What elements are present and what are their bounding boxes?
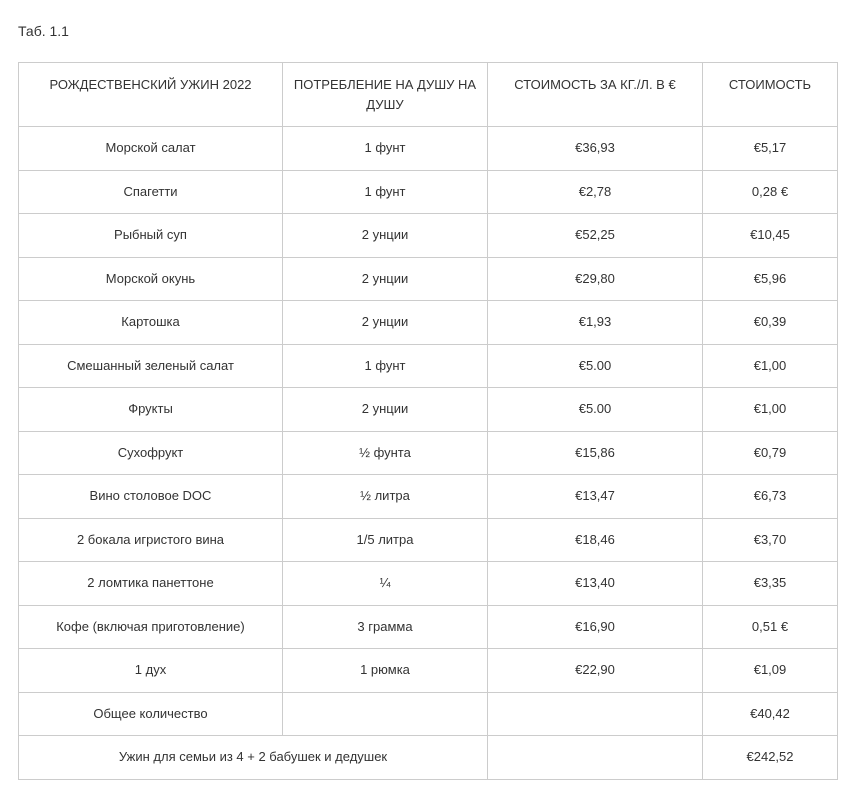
header-consumption: ПОТРЕБЛЕНИЕ НА ДУШУ НА ДУШУ <box>283 63 488 127</box>
table-row <box>19 127 838 171</box>
table-row <box>19 518 838 562</box>
family-label: Ужин для семьи из 4 + 2 бабушек и дедушек <box>19 736 488 780</box>
item-unit-price: €36,93 <box>488 127 703 171</box>
item-cost: €5,96 <box>703 257 838 301</box>
family-value: €242,52 <box>703 736 838 780</box>
item-consumption: ½ фунта <box>283 431 488 475</box>
header-dinner: РОЖДЕСТВЕНСКИЙ УЖИН 2022 <box>19 63 283 127</box>
item-cost: €1,00 <box>703 388 838 432</box>
christmas-dinner-cost-table <box>18 62 838 780</box>
item-consumption: 2 унции <box>283 214 488 258</box>
table-row <box>19 170 838 214</box>
item-cost: €3,35 <box>703 562 838 606</box>
table-row <box>19 344 838 388</box>
item-name: Картошка <box>19 301 283 345</box>
table-row <box>19 388 838 432</box>
item-cost: €0,79 <box>703 431 838 475</box>
item-cost: 0,28 € <box>703 170 838 214</box>
item-unit-price: €1,93 <box>488 301 703 345</box>
item-name: Фрукты <box>19 388 283 432</box>
item-cost: €3,70 <box>703 518 838 562</box>
item-name: Кофе (включая приготовление) <box>19 605 283 649</box>
total-value: €40,42 <box>703 692 838 736</box>
item-consumption: 2 унции <box>283 257 488 301</box>
total-label: Общее количество <box>19 692 283 736</box>
item-unit-price: €22,90 <box>488 649 703 693</box>
item-consumption: 2 унции <box>283 388 488 432</box>
item-consumption: 1 рюмка <box>283 649 488 693</box>
item-consumption: ¼ <box>283 562 488 606</box>
table-row <box>19 257 838 301</box>
table-row <box>19 301 838 345</box>
item-cost: 0,51 € <box>703 605 838 649</box>
item-consumption: 2 унции <box>283 301 488 345</box>
item-consumption: 1 фунт <box>283 127 488 171</box>
item-unit-price: €13,40 <box>488 562 703 606</box>
item-name: Спагетти <box>19 170 283 214</box>
item-cost: €10,45 <box>703 214 838 258</box>
item-name: 2 бокала игристого вина <box>19 518 283 562</box>
item-unit-price: €15,86 <box>488 431 703 475</box>
table-row <box>19 475 838 519</box>
family-row <box>19 736 838 780</box>
item-consumption: 1/5 литра <box>283 518 488 562</box>
item-unit-price: €2,78 <box>488 170 703 214</box>
header-cost: СТОИМОСТЬ <box>703 63 838 127</box>
item-unit-price: €29,80 <box>488 257 703 301</box>
empty-cell <box>488 692 703 736</box>
item-unit-price: €52,25 <box>488 214 703 258</box>
item-name: 1 дух <box>19 649 283 693</box>
table-row <box>19 562 838 606</box>
item-name: Морской окунь <box>19 257 283 301</box>
empty-cell <box>488 736 703 780</box>
header-price-per-unit: СТОИМОСТЬ ЗА КГ./Л. В € <box>488 63 703 127</box>
item-cost: €6,73 <box>703 475 838 519</box>
item-cost: €1,09 <box>703 649 838 693</box>
item-cost: €0,39 <box>703 301 838 345</box>
table-caption: Таб. 1.1 <box>18 23 69 39</box>
item-name: Морской салат <box>19 127 283 171</box>
table-row <box>19 214 838 258</box>
item-unit-price: €13,47 <box>488 475 703 519</box>
item-name: 2 ломтика панеттоне <box>19 562 283 606</box>
item-name: Смешанный зеленый салат <box>19 344 283 388</box>
item-consumption: ½ литра <box>283 475 488 519</box>
table-row <box>19 605 838 649</box>
item-consumption: 3 грамма <box>283 605 488 649</box>
item-cost: €5,17 <box>703 127 838 171</box>
item-consumption: 1 фунт <box>283 170 488 214</box>
item-name: Рыбный суп <box>19 214 283 258</box>
item-name: Вино столовое DOC <box>19 475 283 519</box>
total-row <box>19 692 838 736</box>
item-name: Сухофрукт <box>19 431 283 475</box>
item-consumption: 1 фунт <box>283 344 488 388</box>
item-cost: €1,00 <box>703 344 838 388</box>
item-unit-price: €5.00 <box>488 388 703 432</box>
empty-cell <box>283 692 488 736</box>
table-row <box>19 431 838 475</box>
table-header-row <box>19 63 838 127</box>
table-row <box>19 649 838 693</box>
item-unit-price: €18,46 <box>488 518 703 562</box>
item-unit-price: €16,90 <box>488 605 703 649</box>
item-unit-price: €5.00 <box>488 344 703 388</box>
